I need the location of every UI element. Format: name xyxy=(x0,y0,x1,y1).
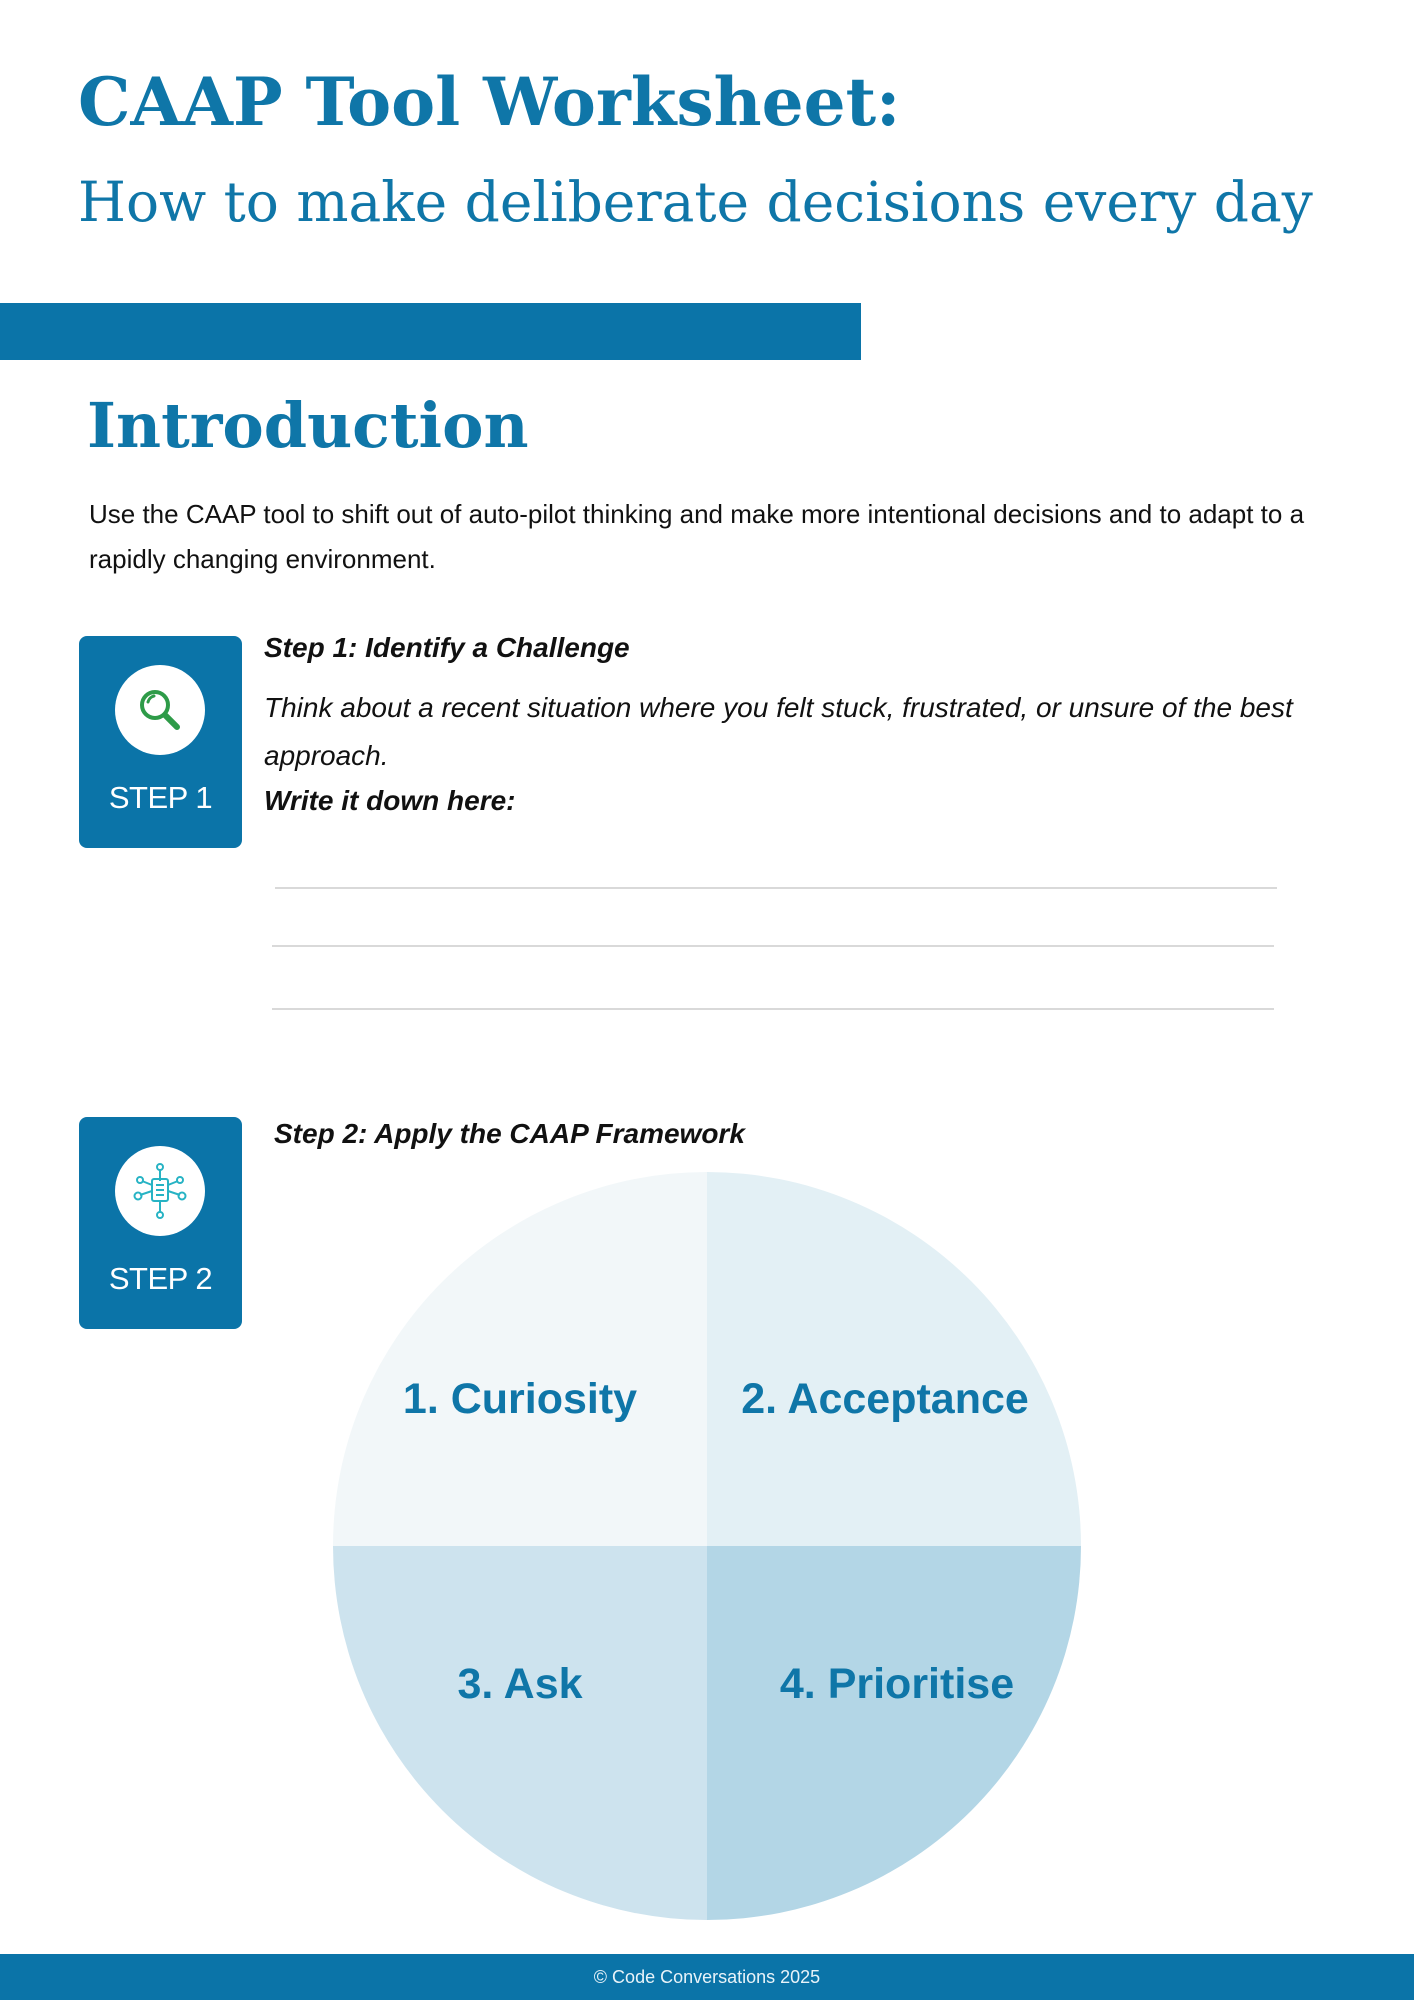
quadrant-label-curiosity: 1. Curiosity xyxy=(402,1375,638,1423)
footer-copyright: © Code Conversations 2025 xyxy=(593,1967,821,1987)
magnifier-icon xyxy=(135,685,185,735)
quadrant-label-acceptance: 2. Acceptance xyxy=(741,1375,1029,1423)
step2-icon-circle xyxy=(115,1146,205,1236)
answer-line-1[interactable] xyxy=(275,887,1277,889)
quadrant-label-ask: 3. Ask xyxy=(457,1660,583,1708)
page-title: CAAP Tool Worksheet: xyxy=(78,63,901,141)
step1-title: Step 1: Identify a Challenge xyxy=(264,632,630,663)
quadrant-prioritise xyxy=(707,1546,1081,1920)
step1-description: Think about a recent situation where you felt stuck, frustrated, or unsure of the best approach. xyxy=(264,692,1293,771)
step1-icon-circle xyxy=(115,665,205,755)
step2-card xyxy=(79,1117,242,1329)
footer-bar xyxy=(0,1954,1414,2000)
page-subtitle: How to make deliberate decisions every day xyxy=(78,170,1313,234)
step2-title: Step 2: Apply the CAAP Framework xyxy=(274,1118,745,1149)
quadrant-ask xyxy=(333,1546,707,1920)
step1-card-label: STEP 1 xyxy=(108,780,213,815)
intro-heading: Introduction xyxy=(87,389,529,462)
quadrant-label-prioritise: 4. Prioritise xyxy=(779,1660,1015,1708)
network-hub-icon xyxy=(128,1159,192,1223)
answer-line-2[interactable] xyxy=(272,945,1274,947)
header-banner xyxy=(0,303,861,360)
caap-framework-diagram xyxy=(333,1172,1081,1920)
quadrant-acceptance xyxy=(707,1172,1081,1546)
step2-card-label: STEP 2 xyxy=(108,1261,213,1296)
step1-card xyxy=(79,636,242,848)
step1-write-prompt: Write it down here: xyxy=(264,785,516,816)
quadrant-curiosity xyxy=(333,1172,707,1546)
answer-line-3[interactable] xyxy=(272,1008,1274,1010)
intro-text: Use the CAAP tool to shift out of auto-pilot thinking and make more intentional decisions and to adapt to a rapidly changing environment. xyxy=(89,499,1305,574)
